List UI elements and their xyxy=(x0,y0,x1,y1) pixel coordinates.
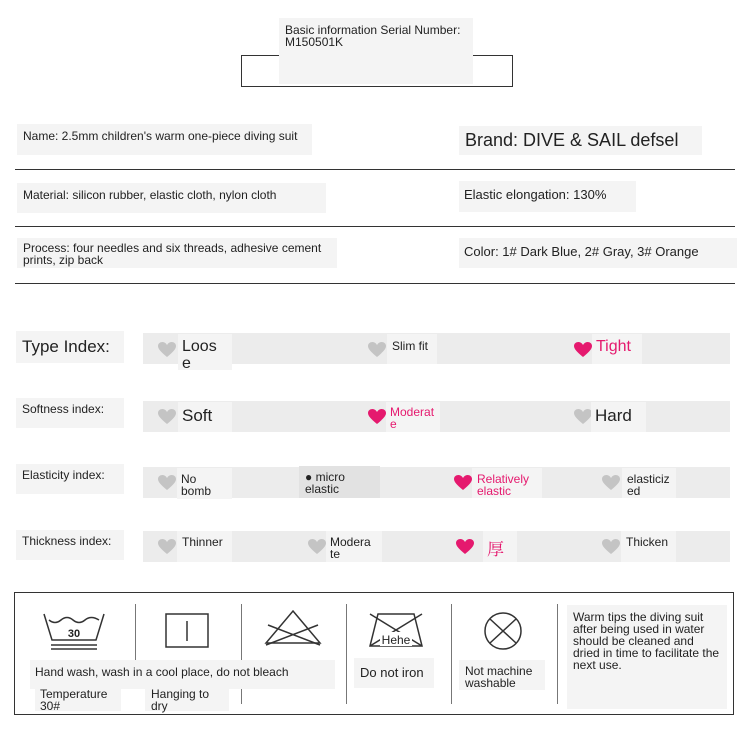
hanging-text xyxy=(145,686,229,711)
elasticity-elasticized-line1: elasticiz xyxy=(627,472,670,486)
not-machine-line1: Not machine xyxy=(465,664,533,678)
hand-wash-text: Hand wash, wash in a cool place, do not bleach xyxy=(30,660,335,689)
softness-moderate-line2: e xyxy=(390,417,397,431)
heart-icon xyxy=(158,409,176,425)
not-machine-washable-text xyxy=(459,660,545,690)
heart-icon xyxy=(602,539,620,555)
heart-icon xyxy=(574,409,592,425)
not-machine-line2: washable xyxy=(465,676,516,690)
type-loose-line2: e xyxy=(182,355,191,372)
care-divider xyxy=(557,604,558,704)
heart-icon xyxy=(158,539,176,555)
type-index-label: Type Index: xyxy=(16,331,124,363)
hang-dry-icon xyxy=(165,613,209,649)
softness-moderate-line1: Moderat xyxy=(390,405,435,419)
thickness-thicken: Thicken xyxy=(621,531,676,562)
heart-selected-icon xyxy=(368,409,386,425)
heart-selected-icon xyxy=(456,539,474,555)
softness-hard: Hard xyxy=(591,402,646,432)
elasticity-micro-line1: ● micro xyxy=(305,470,345,484)
care-divider xyxy=(241,604,242,704)
brand-field: Brand: DIVE & SAIL defsel xyxy=(459,126,702,155)
no-machine-wash-icon xyxy=(481,611,525,651)
elongation-field: Elastic elongation: 130% xyxy=(459,181,636,212)
temperature-line2: 30# xyxy=(40,699,61,713)
elasticity-no-bomb xyxy=(177,468,232,499)
thickness-moderate-line2: te xyxy=(330,547,341,561)
heart-icon xyxy=(158,342,176,358)
type-loose xyxy=(178,334,232,370)
elasticity-micro-line2: elastic xyxy=(305,482,340,496)
color-field: Color: 1# Dark Blue, 2# Gray, 3# Orange xyxy=(459,238,737,268)
serial-number xyxy=(279,18,473,84)
no-iron-icon xyxy=(366,610,426,650)
softness-index-label: Softness index: xyxy=(16,398,124,428)
iron-text: Hehe xyxy=(381,633,411,647)
thickness-index-label: Thickness index: xyxy=(16,530,124,560)
thickness-thinner: Thinner xyxy=(177,531,232,562)
serial-line2: M150501K xyxy=(285,35,344,49)
hanging-line1: Hanging to xyxy=(151,687,210,701)
care-divider xyxy=(135,604,136,664)
thickness-moderate xyxy=(326,531,382,562)
heart-icon xyxy=(308,539,326,555)
thickness-thick: 厚 xyxy=(483,531,517,562)
tub-number: 30 xyxy=(67,628,81,640)
warm-tips: Warm tips the diving suit after being used in water should be cleaned and dried in time to facilitate the next use. xyxy=(567,605,727,709)
wash-tub-icon xyxy=(42,610,106,652)
elasticity-elasticized-line2: ed xyxy=(627,484,641,498)
heart-icon xyxy=(602,475,620,491)
heart-selected-icon xyxy=(454,475,472,491)
softness-soft: Soft xyxy=(178,402,232,432)
elasticity-relatively-line1: Relatively xyxy=(477,472,530,486)
no-bleach-icon xyxy=(262,609,324,647)
temperature-text xyxy=(35,686,121,711)
heart-selected-icon xyxy=(574,342,592,358)
elasticity-relatively xyxy=(472,468,542,498)
hanging-line2: dry xyxy=(151,699,168,713)
material-field: Material: silicon rubber, elastic cloth, nylon cloth xyxy=(17,183,326,213)
thickness-moderate-line1: Modera xyxy=(330,535,371,549)
heart-icon xyxy=(368,342,386,358)
type-loose-line1: Loos xyxy=(182,338,217,355)
divider-1 xyxy=(15,169,735,170)
do-not-iron-text: Do not iron xyxy=(354,658,434,688)
process-field: Process: four needles and six threads, adhesive cement prints, zip back xyxy=(17,238,337,268)
heart-icon xyxy=(158,475,176,491)
elasticity-micro xyxy=(299,466,380,498)
temperature-line1: Temperature xyxy=(40,687,108,701)
elasticity-elasticized xyxy=(622,468,676,498)
divider-2 xyxy=(15,226,735,227)
softness-moderate xyxy=(386,402,440,432)
elasticity-index-label: Elasticity index: xyxy=(16,464,124,494)
elasticity-no-bomb-line2: bomb xyxy=(181,484,212,498)
name-field: Name: 2.5mm children's warm one-piece diving suit xyxy=(17,124,312,155)
care-divider xyxy=(346,604,347,704)
care-divider xyxy=(451,604,452,704)
type-slim-fit: Slim fit xyxy=(387,334,437,364)
elasticity-relatively-line2: elastic xyxy=(477,484,512,498)
elasticity-no-bomb-line1: No xyxy=(181,472,197,486)
divider-3 xyxy=(15,283,735,284)
serial-line1: Basic information Serial Number: xyxy=(285,23,461,37)
type-tight: Tight xyxy=(592,334,642,364)
